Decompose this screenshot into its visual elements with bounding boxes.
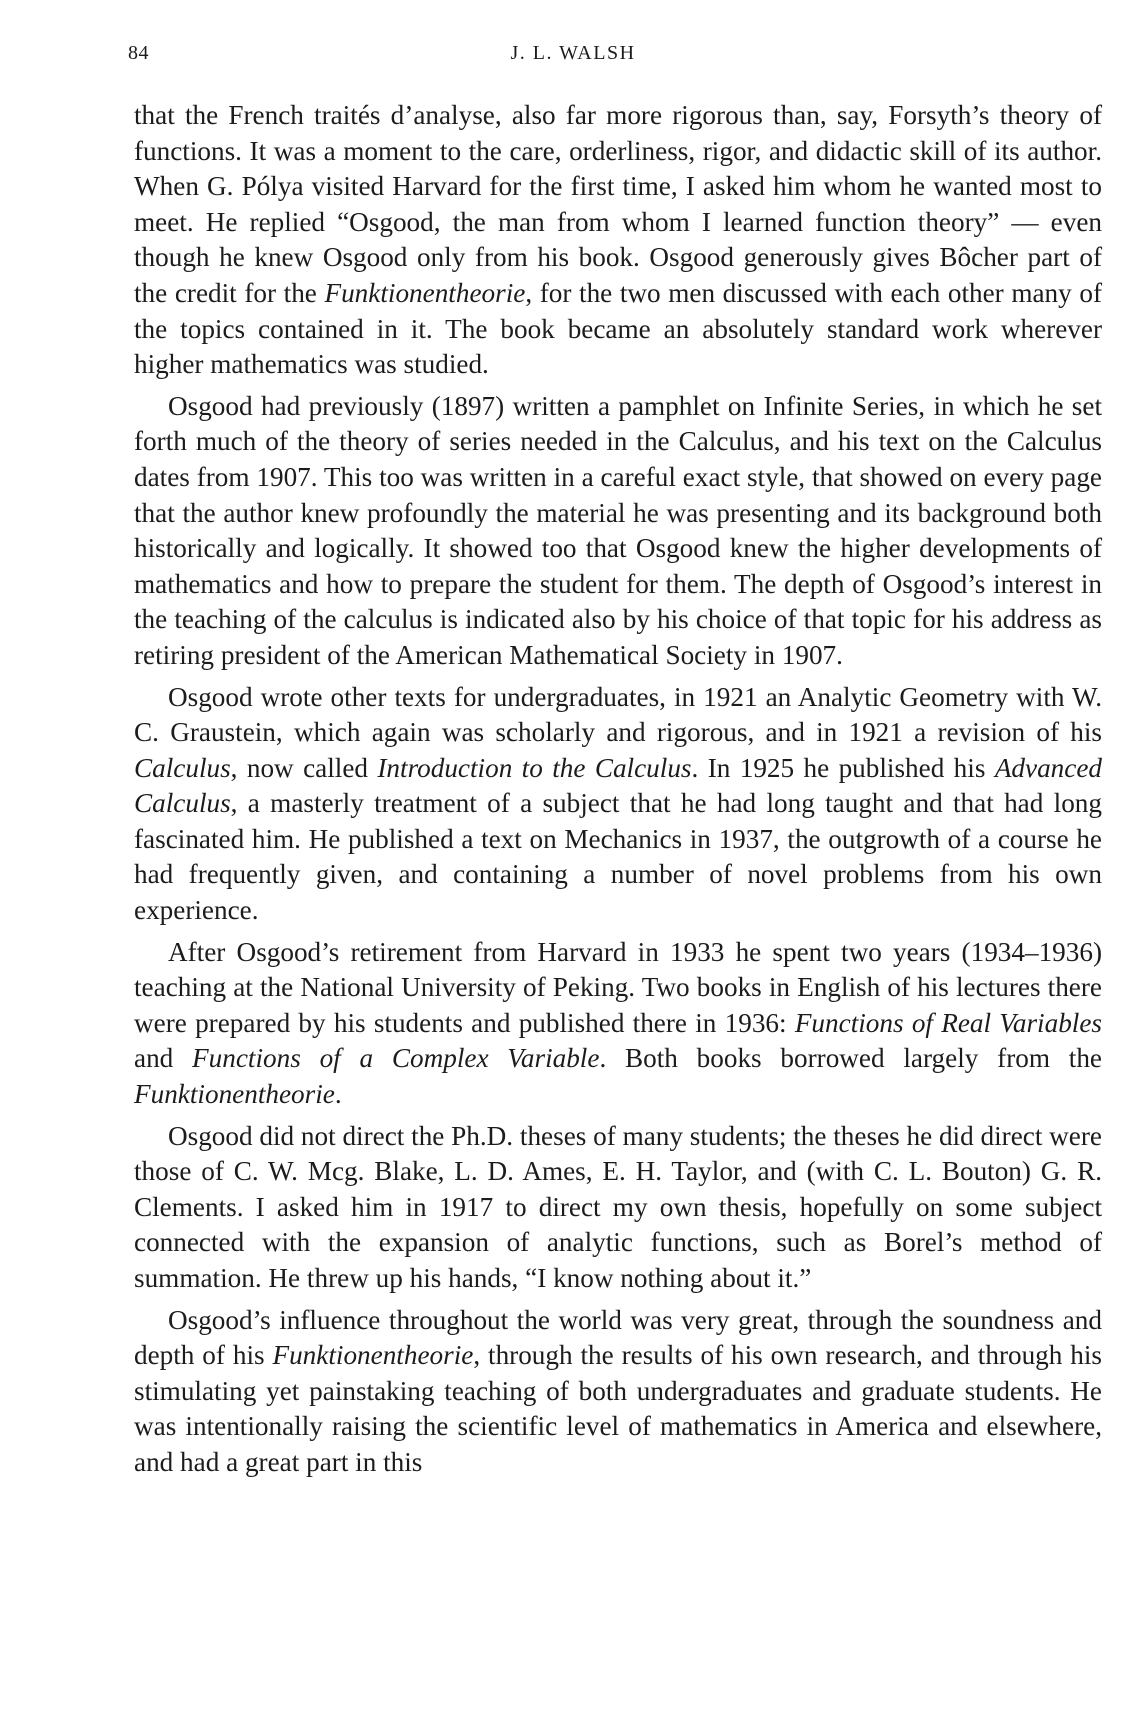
paragraph-1 <box>134 98 1102 383</box>
paragraph-3-text-2: , now called <box>230 752 378 783</box>
paragraph-2-text-1: Osgood had previously (1897) written a pamphlet on Infinite Series, in which he set forth much of the theory of series needed in the Calculus, and his text on the Calculus dates from 1907. This too was written in a careful exact style, that showed on every page that the author knew profoundly the material he was presenting and its background both historically and logically. It showed too that Osgood knew the higher developments of mathematics and how to prepare the student for them. The depth of Osgood’s interest in the teaching of the calculus is indicated also by his choice of that topic for his address as retiring president of the American Mathematical Society in 1907. <box>134 390 1102 670</box>
paragraph-3-text-1: Osgood wrote other texts for undergraduates, in 1921 an Analytic Geometry with W. C. Graustein, which again was scholarly and rigorous, and in 1921 a revision of his <box>134 681 1102 748</box>
paragraph-5-text-1: Osgood did not direct the Ph.D. theses of many students; the theses he did direct were those of C. W. Mcg. Blake, L. D. Ames, E. H. Taylor, and (with C. L. Bouton) G. R. Clements. I asked him in 1917 to direct my own thesis, hopefully on some subject connected with the expansion of analytic functions, such as Borel’s method of summation. He threw up his hands, “I know nothing about it.” <box>134 1120 1102 1293</box>
paragraph-6-text-2: , through the results of his own research, and through his stimulating yet painstaking teaching of both undergraduates and graduate students. He was intentionally raising the scientific level of mathematics in America and elsewhere, and had a great part in this <box>134 1340 1102 1477</box>
body-text <box>134 98 1102 1487</box>
paragraph-6-title-funktionentheorie: Funktionentheorie <box>272 1340 474 1371</box>
paragraph-4-text-3: . Both books borrowed largely from the <box>599 1043 1102 1074</box>
paragraph-3 <box>134 680 1102 929</box>
paragraph-2 <box>134 389 1102 674</box>
paragraph-1-title-funktionentheorie: Funktionentheorie <box>324 277 526 308</box>
paragraph-4-title-complex-variable: Functions of a Complex Variable <box>192 1043 600 1074</box>
paragraph-4 <box>134 935 1102 1113</box>
paragraph-6 <box>134 1303 1102 1481</box>
paragraph-4-text-2: and <box>134 1043 193 1074</box>
paragraph-6-text-1: Osgood’s influence throughout the world was very great, through the soundness and depth of his <box>134 1304 1102 1371</box>
paragraph-4-title-real-variables: Functions of Real Variables <box>794 1007 1102 1038</box>
paragraph-3-text-4: , a masterly treatment of a subject that he had long taught and that had long fascinated him. He published a text on Mechanics in 1937, the outgrowth of a course he had frequently given, and containing a number of novel problems from his own experience. <box>134 788 1102 926</box>
paragraph-3-title-advanced-calculus: Advanced Calculus <box>134 752 1102 819</box>
paragraph-3-title-introduction: Introduction to the Calculus <box>377 752 692 783</box>
paragraph-3-title-calculus: Calculus <box>134 752 231 783</box>
paragraph-1-text-2: , for the two men discussed with each other many of the topics contained in it. The book became an absolutely standard work wherever higher mathematics was studied. <box>134 277 1102 380</box>
paragraph-4-text-1: After Osgood’s retirement from Harvard in 1933 he spent two years (1934–1936) teaching at the National University of Peking. Two books in English of his lectures there were prepared by his students and published there in 1936: <box>134 936 1102 1038</box>
paragraph-3-text-3: . In 1925 he published his <box>691 752 995 783</box>
page-number: 84 <box>128 42 149 64</box>
running-head: J. L. WALSH <box>510 42 636 64</box>
paragraph-4-text-4: . <box>334 1079 342 1110</box>
paragraph-5 <box>134 1119 1102 1297</box>
paragraph-4-title-funktionentheorie: Funktionentheorie <box>134 1079 335 1110</box>
paragraph-1-text-1: that the French traités d’analyse, also far more rigorous than, say, Forsyth’s theory of functions. It was a moment to the care, orderliness, rigor, and didactic skill of its author. When G. Pólya visited Harvard for the first time, I asked him whom he wanted most to meet. He replied “Osgood, the man from whom I learned function theory” — even though he knew Osgood only from his book. Osgood generously gives Bôcher part of the credit for the <box>134 100 1102 308</box>
